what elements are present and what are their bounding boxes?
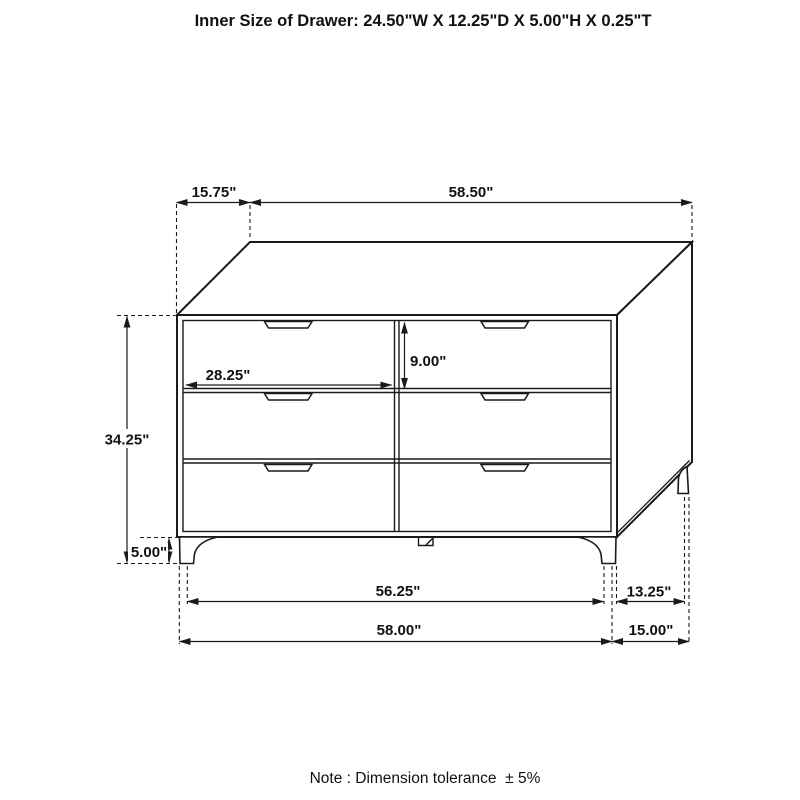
dim-overall-height-label: 34.25" bbox=[104, 431, 150, 449]
front-right-leg bbox=[578, 537, 617, 564]
tolerance-note: Note : Dimension tolerance ± 5% bbox=[309, 770, 541, 787]
dresser-body bbox=[177, 242, 692, 564]
dim-overall-depth-label: 15.00" bbox=[628, 622, 674, 639]
dresser-front-face bbox=[177, 315, 617, 537]
dresser-top-panel bbox=[177, 242, 692, 315]
drawer-handle bbox=[481, 465, 529, 472]
dim-top-offset bbox=[177, 184, 251, 203]
dim-front-feet-span bbox=[187, 583, 603, 602]
dim-drawer-height-label: 9.00" bbox=[410, 353, 447, 370]
dim-leg-height bbox=[128, 539, 169, 563]
drawer-handle bbox=[481, 394, 529, 401]
drawer-handle bbox=[481, 322, 529, 329]
diagram-title: Inner Size of Drawer: 24.50"W X 12.25"D X 5.00"H X 0.25"T bbox=[194, 12, 652, 30]
dim-leg-height-label: 5.00" bbox=[130, 544, 168, 561]
dim-side-feet-span-label: 13.25" bbox=[626, 583, 672, 601]
drawer-handle bbox=[265, 322, 313, 329]
dim-overall-height bbox=[102, 317, 154, 563]
dim-side-feet-span bbox=[617, 584, 685, 602]
center-leg bbox=[419, 538, 434, 546]
dim-overall-width-label: 58.00" bbox=[376, 622, 422, 639]
dim-top-width bbox=[250, 184, 692, 203]
dim-drawer-width-label: 28.25" bbox=[205, 367, 251, 384]
dim-overall-width bbox=[179, 622, 612, 642]
drawer-handle bbox=[265, 465, 313, 472]
dim-front-feet-span-label: 56.25" bbox=[375, 583, 421, 600]
front-left-leg bbox=[180, 537, 219, 564]
dim-overall-depth bbox=[612, 622, 689, 642]
dim-top-width-label: 58.50" bbox=[448, 184, 494, 201]
dim-top-offset-label: 15.75" bbox=[191, 184, 237, 201]
drawer-handle bbox=[265, 394, 313, 401]
